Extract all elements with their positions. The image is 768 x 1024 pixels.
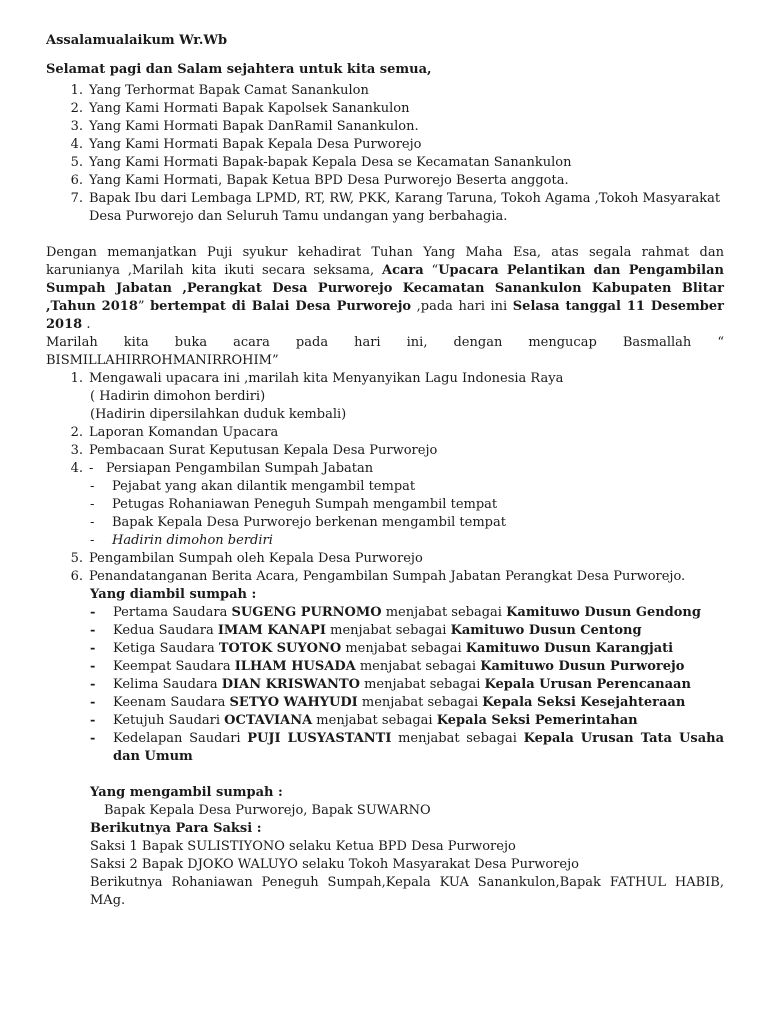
honors-item: 3. Yang Kami Hormati Bapak DanRamil Sanankulon.	[70, 119, 419, 134]
oath-taker-row: - Kedua Saudara IMAM KANAPI menjabat sebagai Kamituwo Dusun Centong	[90, 623, 642, 638]
program-list	[46, 370, 724, 586]
greeting-line: Selamat pagi dan Salam sejahtera untuk kita semua,	[46, 62, 432, 77]
witnesses-section	[90, 820, 724, 910]
oath-takers-section	[90, 586, 724, 766]
witnesses-heading: Berikutnya Para Saksi :	[90, 821, 262, 836]
oath-taker-row: - Ketiga Saudara TOTOK SUYONO menjabat sebagai Kamituwo Dusun Karangjati	[90, 641, 674, 656]
program-note: (Hadirin dipersilahkan duduk kembali)	[90, 407, 347, 422]
oath-taker-row: - Pertama Saudara SUGENG PURNOMO menjabat sebagai Kamituwo Dusun Gendong	[90, 605, 701, 620]
honors-item: 2. Yang Kami Hormati Bapak Kapolsek Sanankulon	[70, 101, 410, 116]
oath-taker-row: - Kedelapan Saudari PUJI LUSYASTANTI menjabat sebagai Kepala Urusan Tata Usaha dan Umum	[90, 731, 724, 764]
witness-line: Saksi 1 Bapak SULISTIYONO selaku Ketua BPD Desa Purworejo	[90, 839, 516, 854]
program-item: 6. Penandatanganan Berita Acara, Pengambilan Sumpah Jabatan Perangkat Desa Purworejo.	[70, 569, 686, 584]
program-item: 2. Laporan Komandan Upacara	[70, 425, 279, 440]
honors-item: 1. Yang Terhormat Bapak Camat Sanankulon	[70, 83, 369, 98]
intro-paragraph: Dengan memanjatkan Puji syukur kehadirat Tuhan Yang Maha Esa, atas segala rahmat dan karunianya ,Marilah kita ikuti secara seksama, Acara “Upacara Pelantikan dan Pengambilan Sumpah Jabatan ,Perangkat Desa Purworejo Kecamatan Sanankulon Kabupaten Blitar ,Tahun 2018” bertempat di Balai Desa Purworejo ,pada hari ini Selasa tanggal 11 Desember 2018 .	[46, 245, 724, 332]
oath-taker-row: - Kelima Saudara DIAN KRISWANTO menjabat sebagai Kepala Urusan Perencanaan	[90, 677, 691, 692]
program-subitem: - Pejabat yang akan dilantik mengambil tempat	[90, 479, 416, 494]
honors-item: 5. Yang Kami Hormati Bapak-bapak Kepala Desa se Kecamatan Sanankulon	[70, 155, 572, 170]
oath-taker-row: - Keenam Saudara SETYO WAHYUDI menjabat sebagai Kepala Seksi Kesejahteraan	[90, 695, 686, 710]
honors-item: 6. Yang Kami Hormati, Bapak Ketua BPD Desa Purworejo Beserta anggota.	[70, 173, 569, 188]
honors-list	[46, 82, 724, 226]
oath-taker-row: - Ketujuh Saudari OCTAVIANA menjabat sebagai Kepala Seksi Pemerintahan	[90, 713, 638, 728]
opening-line: Marilah kita buka acara pada hari ini, dengan mengucap Basmallah “ BISMILLAHIRROHMANIRROHIM”	[46, 335, 724, 368]
oath-giver-section	[90, 784, 724, 820]
oath-giver-heading: Yang mengambil sumpah :	[90, 785, 283, 800]
honors-item: 4. Yang Kami Hormati Bapak Kepala Desa Purworejo	[70, 137, 422, 152]
salam-heading: Assalamualaikum Wr.Wb	[46, 33, 228, 48]
oath-taker-row: - Keempat Saudara ILHAM HUSADA menjabat sebagai Kamituwo Dusun Purworejo	[90, 659, 685, 674]
program-item: 1. Mengawali upacara ini ,marilah kita Menyanyikan Lagu Indonesia Raya	[70, 371, 564, 386]
program-subitem: - Bapak Kepala Desa Purworejo berkenan mengambil tempat	[90, 515, 506, 530]
program-subitem: - Petugas Rohaniawan Peneguh Sumpah mengambil tempat	[90, 497, 498, 512]
oath-takers-heading: Yang diambil sumpah :	[90, 587, 257, 602]
oath-giver-name: Bapak Kepala Desa Purworejo, Bapak SUWARNO	[104, 803, 431, 818]
program-note: ( Hadirin dimohon berdiri)	[90, 389, 266, 404]
document-page	[46, 32, 724, 910]
program-item: 5. Pengambilan Sumpah oleh Kepala Desa Purworejo	[70, 551, 423, 566]
honors-item: 7. Bapak Ibu dari Lembaga LPMD, RT, RW, PKK, Karang Taruna, Tokoh Agama ,Tokoh Masyarakat Desa Purworejo dan Seluruh Tamu undangan yang berbahagia.	[70, 191, 721, 224]
program-subitem: - Hadirin dimohon berdiri	[90, 533, 273, 548]
program-item: 3. Pembacaan Surat Keputusan Kepala Desa Purworejo	[70, 443, 438, 458]
program-item: 4. - Persiapan Pengambilan Sumpah Jabatan	[70, 461, 374, 476]
witness-line: Saksi 2 Bapak DJOKO WALUYO selaku Tokoh Masyarakat Desa Purworejo	[90, 857, 579, 872]
witness-line: Berikutnya Rohaniawan Peneguh Sumpah,Kepala KUA Sanankulon,Bapak FATHUL HABIB, MAg.	[90, 875, 724, 908]
